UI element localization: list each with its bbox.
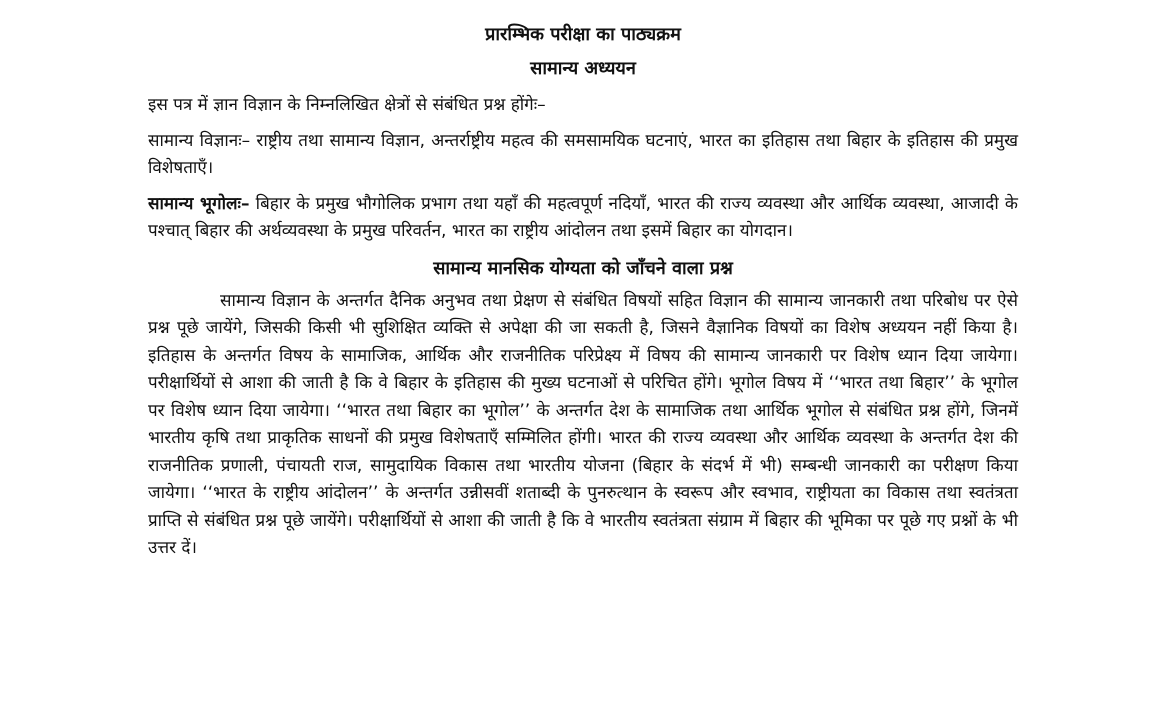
geography-label: सामान्य भूगोलः– (148, 193, 250, 214)
page-title: प्रारम्भिक परीक्षा का पाठ्यक्रम (485, 24, 681, 45)
section-heading: सामान्य मानसिक योग्यता को जाँचने वाला प्रश्न (433, 257, 733, 279)
geography-paragraph (148, 191, 1018, 246)
body-paragraph: सामान्य विज्ञान के अन्तर्गत दैनिक अनुभव तथा प्रेक्षण से संबंधित विषयों सहित विज्ञान की सामान्य जानकारी तथा परिबोध पर ऐसे प्रश्न पूछे जायेंगे, जिसकी किसी भी सुशिक्षित व्यक्ति से अपेक्षा की जा सकती है, जिसने वैज्ञानिक विषयों का विशेष अध्ययन नहीं किया है। इतिहास के अन्तर्गत विषय के सामाजिक, आर्थिक और राजनीतिक परिप्रेक्ष्य में विषय की सामान्य जानकारी पर विशेष ध्यान दिया जायेगा। परीक्षार्थियों से आशा की जाती है कि वे बिहार के इतिहास की मुख्य घटनाओं से परिचित होंगे। भूगोल विषय में ‘‘भारत तथा बिहार’’ के भूगोल पर विशेष ध्यान दिया जायेगा। ‘‘भारत तथा बिहार का भूगोल’’ के अन्तर्गत देश के सामाजिक तथा आर्थिक भूगोल से संबंधित प्रश्न होंगे, जिनमें भारतीय कृषि तथा प्राकृतिक साधनों की प्रमुख विशेषताएँ सम्मिलित होंगी। भारत की राज्य व्यवस्था और आर्थिक व्यवस्था के अन्तर्गत देश की राजनीतिक प्रणाली, पंचायती राज, सामुदायिक विकास तथा भारतीय योजना (बिहार के संदर्भ में भी) सम्बन्धी जानकारी का परीक्षण किया जायेगा। ‘‘भारत के राष्ट्रीय आंदोलन’’ के अन्तर्गत उन्नीसवीं शताब्दी के पुनरुत्थान के स्वरूप और स्वभाव, राष्ट्रीयता का विकास तथा स्वतंत्रता प्राप्ति से संबंधित प्रश्न पूछे जायेंगे। परीक्षार्थियों से आशा की जाती है कि वे भारतीय स्वतंत्रता संग्राम में बिहार की भूमिका पर पूछे गए प्रश्नों के भी उत्तर दें। (148, 290, 1018, 558)
intro-paragraph: इस पत्र में ज्ञान विज्ञान के निम्नलिखित क्षेत्रों से संबंधित प्रश्न होंगेः– (148, 95, 546, 115)
science-text: राष्ट्रीय तथा सामान्य विज्ञान, अन्तर्राष्ट्रीय महत्व की समसामयिक घटनाएं, भारत का इतिहास तथा बिहार के इतिहास की प्रमुख विशेषताएँ। (148, 130, 1018, 178)
science-label: सामान्य विज्ञानः– (148, 130, 251, 151)
document-page (148, 22, 1018, 563)
page-subtitle: सामान्य अध्ययन (530, 58, 636, 79)
geography-text: बिहार के प्रमुख भौगोलिक प्रभाग तथा यहाँ की महत्वपूर्ण नदियाँ, भारत की राज्य व्यवस्था और आर्थिक व्यवस्था, आजादी के पश्चात् बिहार की अर्थव्यवस्था के प्रमुख परिवर्तन, भारत का राष्ट्रीय आंदोलन तथा इसमें बिहार का योगदान। (148, 193, 1018, 241)
science-paragraph (148, 128, 1018, 183)
